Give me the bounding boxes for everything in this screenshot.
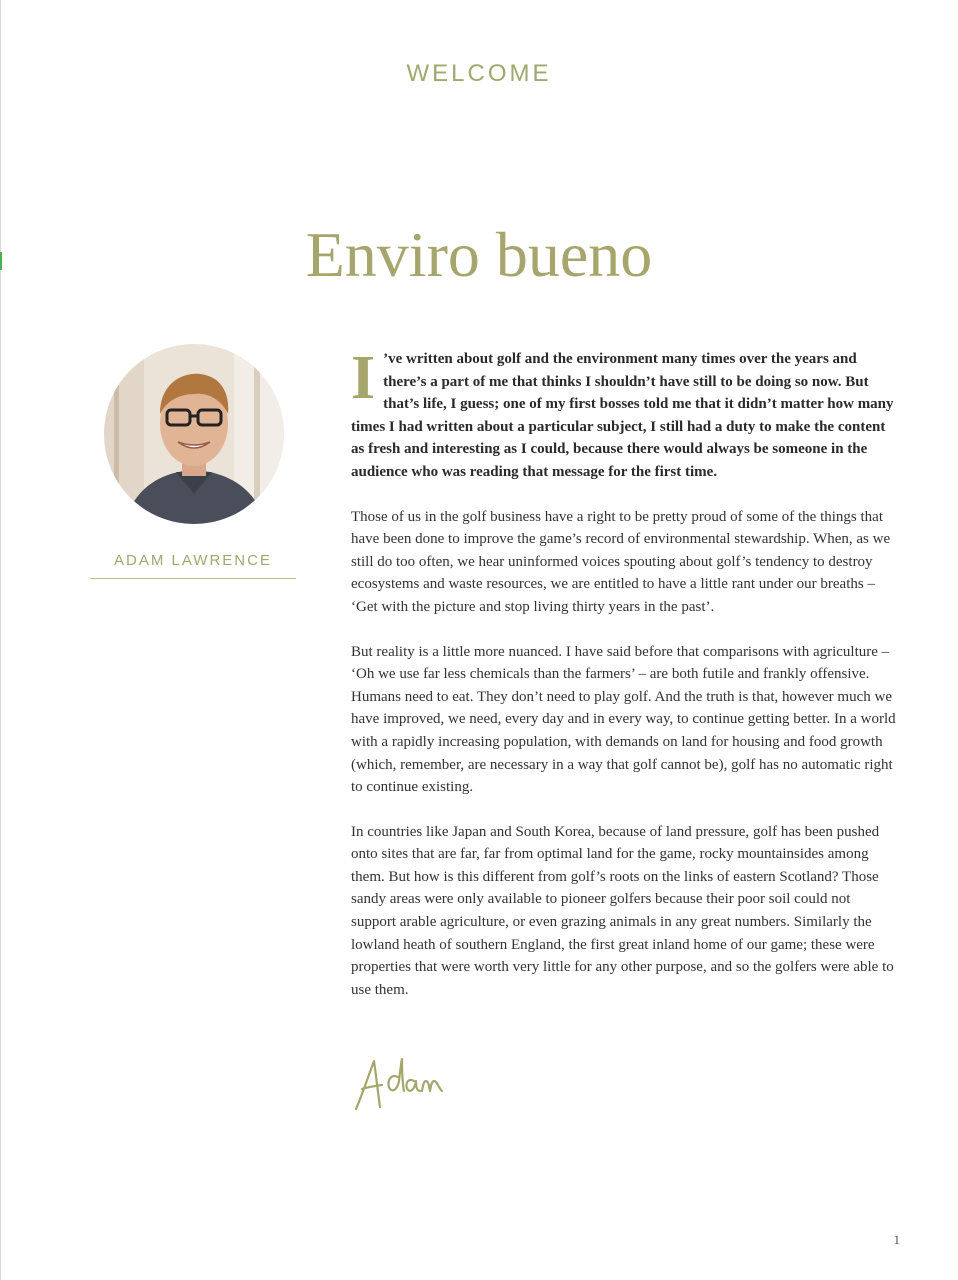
page-edge	[0, 0, 1, 1280]
author-portrait-image	[104, 344, 284, 524]
drop-cap: I	[351, 344, 376, 412]
section-label: WELCOME	[406, 60, 552, 87]
intro-paragraph	[351, 344, 899, 484]
intro-text: ’ve written about golf and the environment many times over the years and there’s a part of me that thinks I shouldn’t have still to be doing so now. But that’s life, I guess; one of my first bosses told me that it didn’t matter how many times I had written about a particular subject, I still had a duty to make the content as fresh and interesting as I could, because there would always be someone in the audience who was reading that message for the first time.	[351, 351, 894, 480]
signature-image	[352, 1055, 448, 1115]
author-photo	[104, 344, 284, 524]
article-body	[351, 344, 899, 1023]
author-name: ADAM LAWRENCE	[114, 552, 272, 569]
body-paragraph: In countries like Japan and South Korea, because of land pressure, golf has been pushed onto sites that are far, far from optimal land for the game, rocky mountainsides among them. But how is this different from golf’s roots on the links of eastern Scotland? Those sandy areas were only available to pioneer golfers because their poor soil could not support arable agriculture, or even grazing animals in any great numbers. Similarly the lowland heath of southern England, the first great inland home of our game; these were properties that were worth very little for any other purpose, and so the golfers were able to use them.	[351, 823, 894, 998]
page-number: 1	[893, 1232, 900, 1247]
author-divider	[90, 578, 296, 579]
page-title: Enviro bueno	[305, 219, 653, 290]
body-paragraph: But reality is a little more nuanced. I have said before that comparisons with agriculture – ‘Oh we use far less chemicals than the farmers’ – are both futile and frankly offensive. Humans need to eat. They don’t need to play golf. And the truth is that, however much we have improved, we need, every day and in every way, to continue getting better. In a world with a rapidly increasing population, with demands on land for housing and food growth (which, remember, are necessary in a way that golf cannot be), golf has no automatic right to continue existing.	[351, 643, 896, 796]
signature	[352, 1055, 448, 1115]
body-paragraph: Those of us in the golf business have a right to be pretty proud of some of the things that have been done to improve the game’s record of environmental stewardship. When, as we still do too often, we hear uninformed voices spouting about golf’s tendency to destroy ecosystems and waste resources, we are entitled to have a little rant under our breaths – ‘Get with the picture and stop living thirty years in the past’.	[351, 508, 891, 615]
